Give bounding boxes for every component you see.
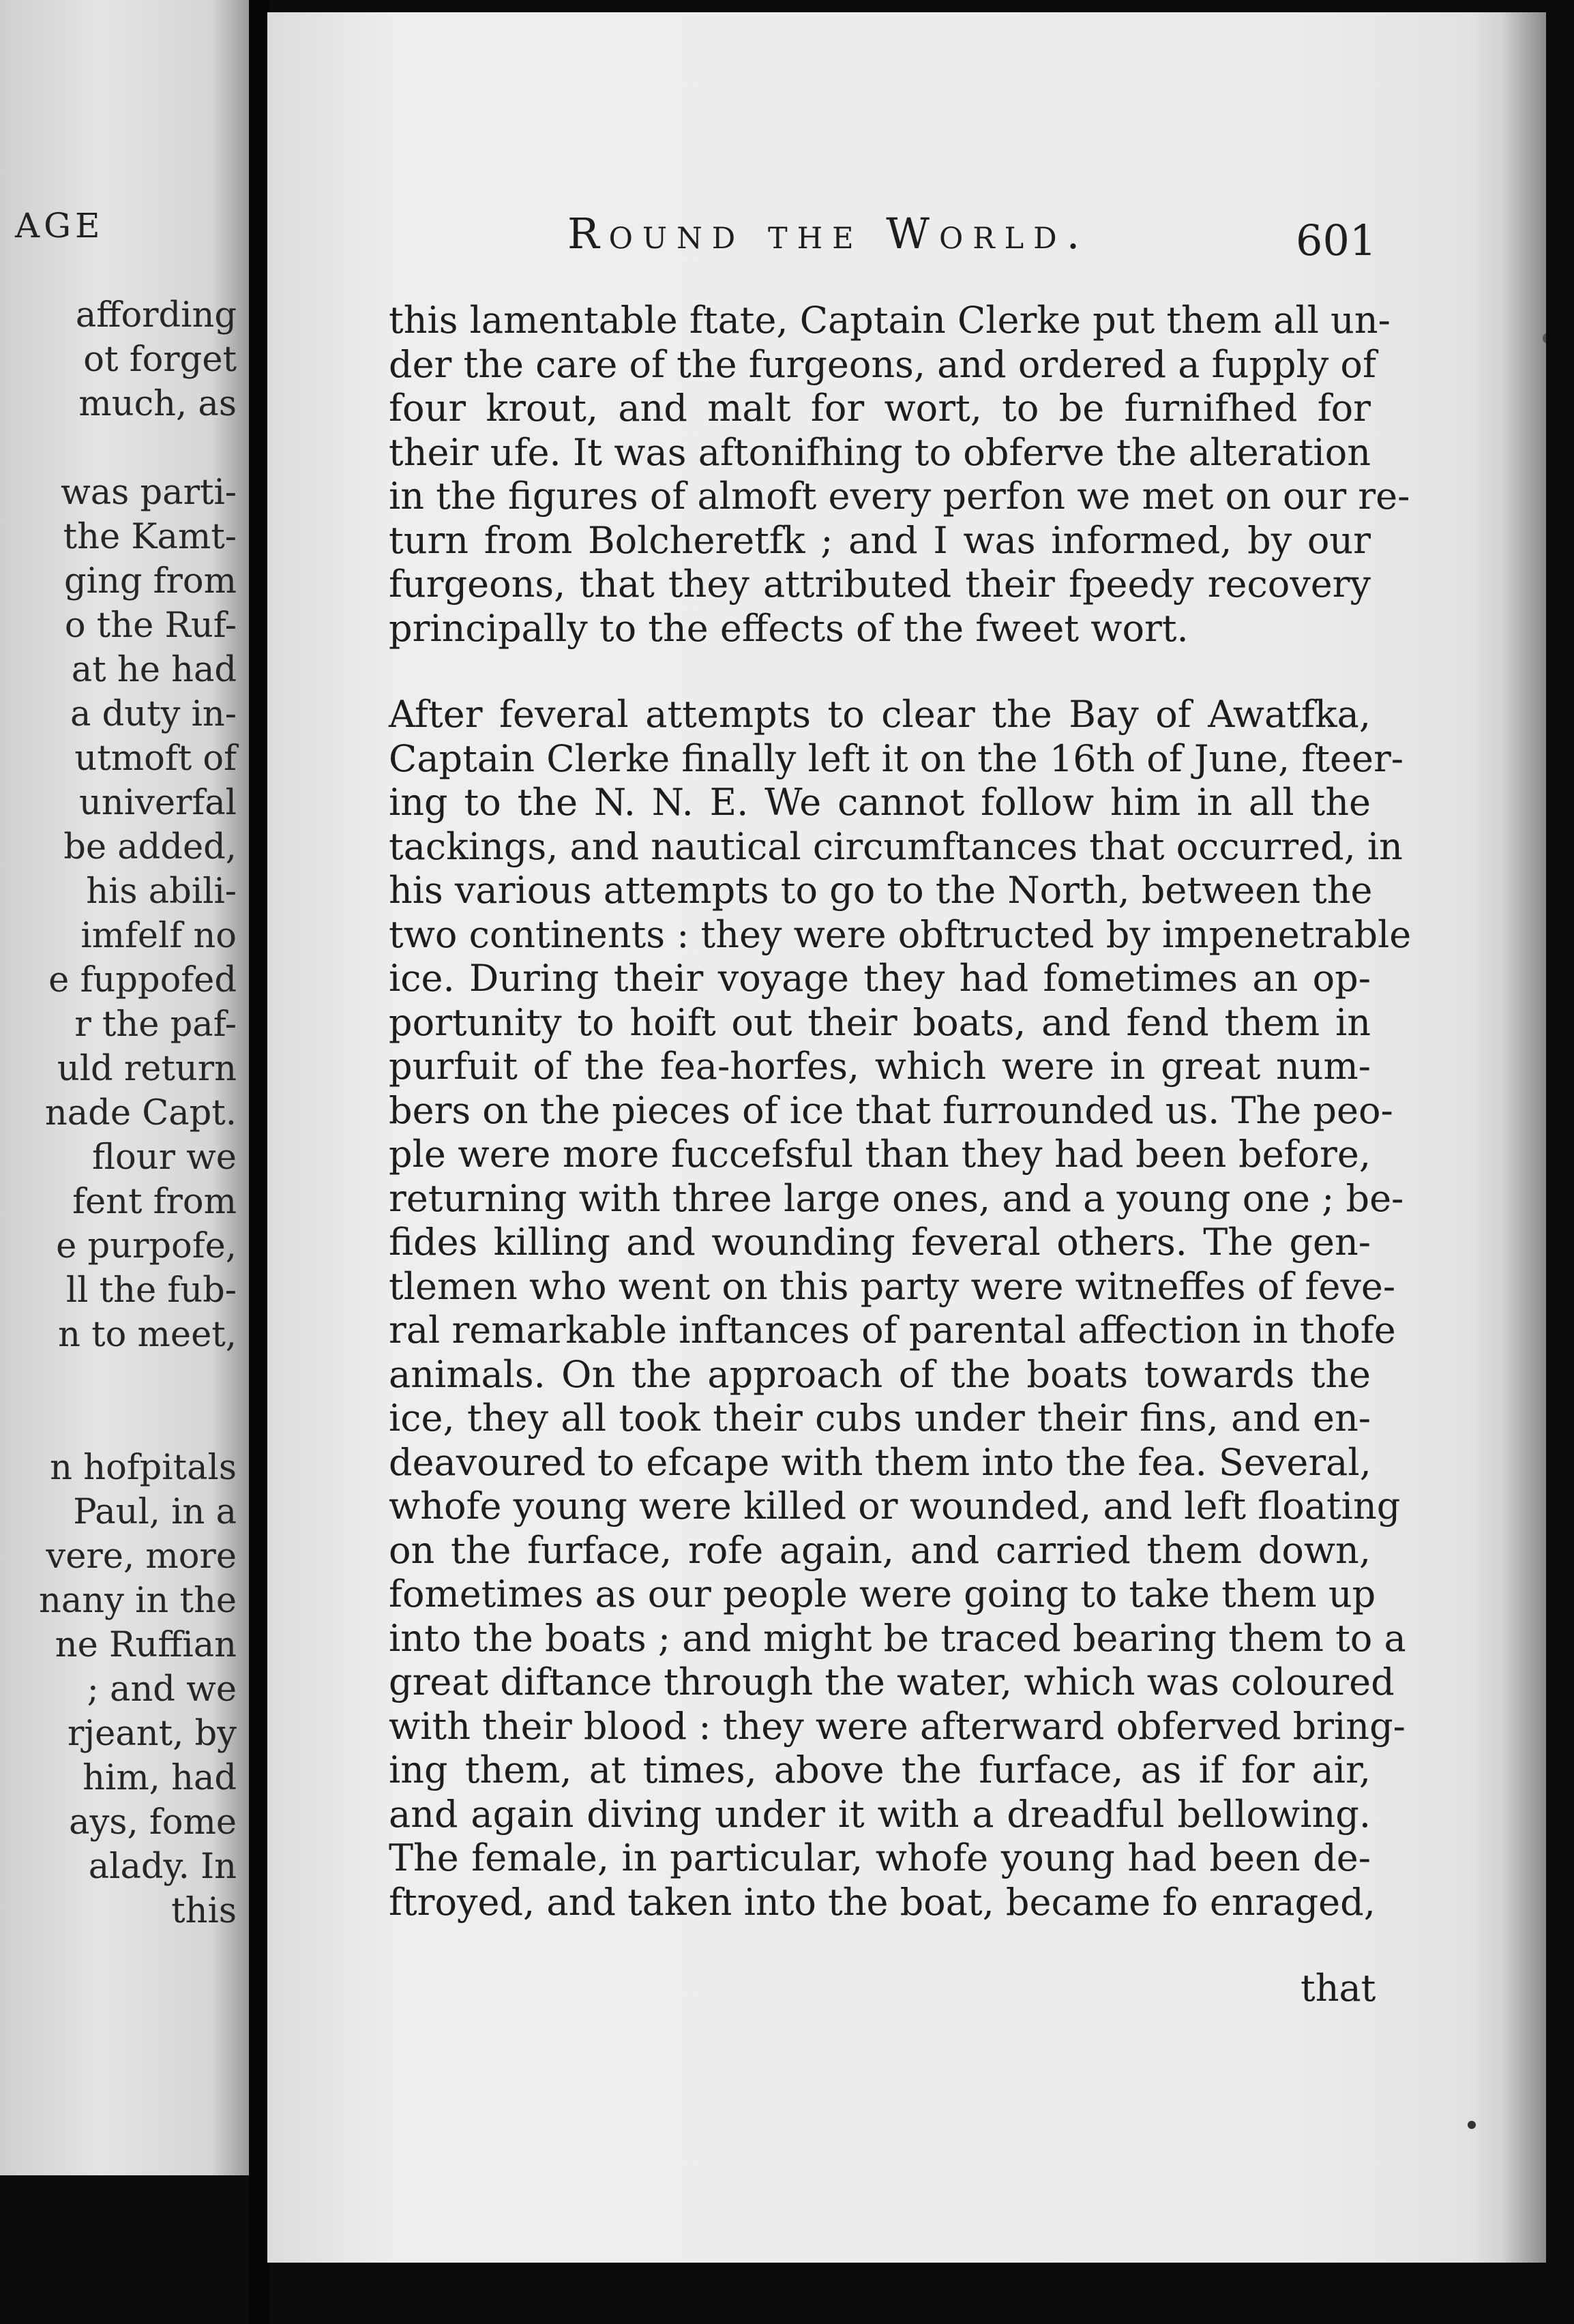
text-line: two continents : they were obftructed by impenetrable (389, 912, 1412, 956)
previous-page-line: ging from (64, 561, 237, 601)
text-line: ing them, at times, above the furface, as if for air, (389, 1748, 1371, 1791)
text-line: ing to the N. N. E. We cannot follow him in all the (389, 781, 1371, 824)
text-line: and again diving under it with a dreadful bellowing. (389, 1792, 1371, 1836)
previous-page-fragment (0, 0, 249, 2175)
previous-page-line: his abili- (86, 872, 237, 912)
previous-page-line: ot forget (83, 340, 237, 380)
previous-page-line: uld return (57, 1049, 237, 1089)
previous-page-line: ne Ruffian (55, 1625, 237, 1665)
previous-page-line: ll the fub- (65, 1270, 237, 1311)
text-line: tlemen who went on this party were witneffes of feve- (389, 1264, 1396, 1308)
text-line: turn from Bolcheretfk ; and I was informed, by our (389, 518, 1371, 562)
previous-page-line: ; and we (87, 1669, 237, 1710)
previous-page-line: affording (75, 295, 237, 336)
text-line: principally to the effects of the fweet wort. (389, 606, 1189, 650)
text-line: deavoured to efcape with them into the fea. Several, (389, 1440, 1371, 1484)
paragraph-1 (389, 299, 1410, 651)
previous-page-line: n hofpitals (50, 1448, 237, 1488)
text-line: der the care of the furgeons, and ordered a fupply of (389, 342, 1376, 386)
text-line: this lamentable ftate, Captain Clerke put them all un- (389, 299, 1391, 342)
previous-page-line: rjeant, by (67, 1714, 237, 1754)
previous-page-line: was parti- (61, 473, 237, 513)
text-line: whofe young were killed or wounded, and left floating (389, 1485, 1401, 1528)
text-line: with their blood : they were afterward obferved bring- (389, 1704, 1406, 1748)
text-line: ice, they all took their cubs under their fins, and en- (389, 1397, 1371, 1440)
previous-page-line: imfelf no (80, 916, 237, 956)
previous-page-line: nade Capt. (44, 1093, 237, 1133)
running-header: Round the World. (567, 209, 1090, 258)
text-line: furgeons, that they attributed their fpeedy recovery (389, 563, 1371, 606)
previous-page-line: vere, more (46, 1536, 237, 1577)
previous-page-line: the Kamt- (63, 517, 237, 557)
text-line: into the boats ; and might be traced bearing them to a (389, 1616, 1406, 1660)
previous-page-header: AGE (15, 206, 104, 245)
previous-page-line: n to meet, (58, 1315, 237, 1355)
text-line: in the figures of almoft every perfon we met on our re- (389, 475, 1410, 518)
previous-page-line: univerfal (79, 783, 237, 823)
previous-page-line: at he had (71, 650, 237, 690)
text-line: on the furface, rofe again, and carried them down, (389, 1528, 1371, 1572)
text-line: purfuit of the fea-horfes, which were in great num- (389, 1045, 1371, 1088)
text-line: ral remarkable inftances of parental affection in thofe (389, 1309, 1396, 1352)
text-line: animals. On the approach of the boats towards the (389, 1352, 1371, 1396)
previous-page-line: flour we (92, 1137, 237, 1178)
previous-page-line: be added, (63, 827, 237, 867)
previous-page-line (1, 1357, 237, 1401)
previous-page-line: r the paf- (74, 1004, 237, 1045)
text-line: returning with three large ones, and a young one ; be- (389, 1176, 1404, 1220)
previous-page-line: much, as (78, 384, 237, 424)
text-line: fometimes as our people were going to take them up (389, 1573, 1376, 1615)
previous-page-line: alady. In (88, 1847, 237, 1887)
previous-page-line: this (171, 1891, 237, 1931)
current-page (267, 12, 1546, 2263)
text-line: their ufe. It was aftonifhing to obferve the alteration (389, 430, 1371, 474)
text-line: great diftance through the water, which was coloured (389, 1660, 1395, 1703)
previous-page-text (1, 293, 237, 1933)
previous-page-line (1, 1401, 237, 1446)
text-line: bers on the pieces of ice that furrounded us. The peo- (389, 1088, 1393, 1132)
text-line: ice. During their voyage they had fometimes an op- (389, 957, 1371, 1000)
previous-page-line: Paul, in a (73, 1492, 237, 1532)
previous-page-line: utmoft of (74, 739, 237, 779)
previous-page-line: e purpofe, (56, 1226, 237, 1266)
previous-page-line (1, 426, 237, 471)
previous-page-line: o the Ruf- (64, 606, 237, 646)
page-number: 601 (1296, 215, 1377, 265)
text-line: ple were more fuccefsful than they had been before, (389, 1133, 1371, 1176)
ink-speck (1468, 2121, 1476, 2129)
text-line: ftroyed, and taken into the boat, became fo enraged, (389, 1880, 1376, 1924)
paragraph-2 (389, 693, 1412, 1924)
previous-page-line: him, had (83, 1758, 237, 1798)
text-line: The female, in particular, whofe young had been de- (389, 1836, 1371, 1879)
page-edge-shadow (1498, 12, 1546, 2263)
text-line: After feveral attempts to clear the Bay of Awatfka, (389, 693, 1371, 736)
catchword: that (1301, 1967, 1376, 2010)
previous-page-line: e fuppofed (48, 960, 237, 1000)
previous-page-line: nany in the (38, 1581, 237, 1621)
text-line: tackings, and nautical circumftances that occurred, in (389, 824, 1403, 868)
text-line: portunity to hoift out their boats, and fend them in (389, 1000, 1371, 1044)
previous-page-line: a duty in- (70, 694, 237, 734)
text-line: Captain Clerke finally left it on the 16th of June, fteer- (389, 736, 1404, 780)
previous-page-line: ays, fome (69, 1802, 237, 1843)
text-line: fides killing and wounding feveral others. The gen- (389, 1221, 1371, 1264)
text-line: four krout, and malt for wort, to be furnifhed for (389, 387, 1371, 430)
text-line: his various attempts to go to the North, between the (389, 869, 1373, 912)
book-gutter (249, 0, 269, 2324)
body-text (389, 299, 1412, 1924)
previous-page-line: fent from (72, 1182, 237, 1222)
